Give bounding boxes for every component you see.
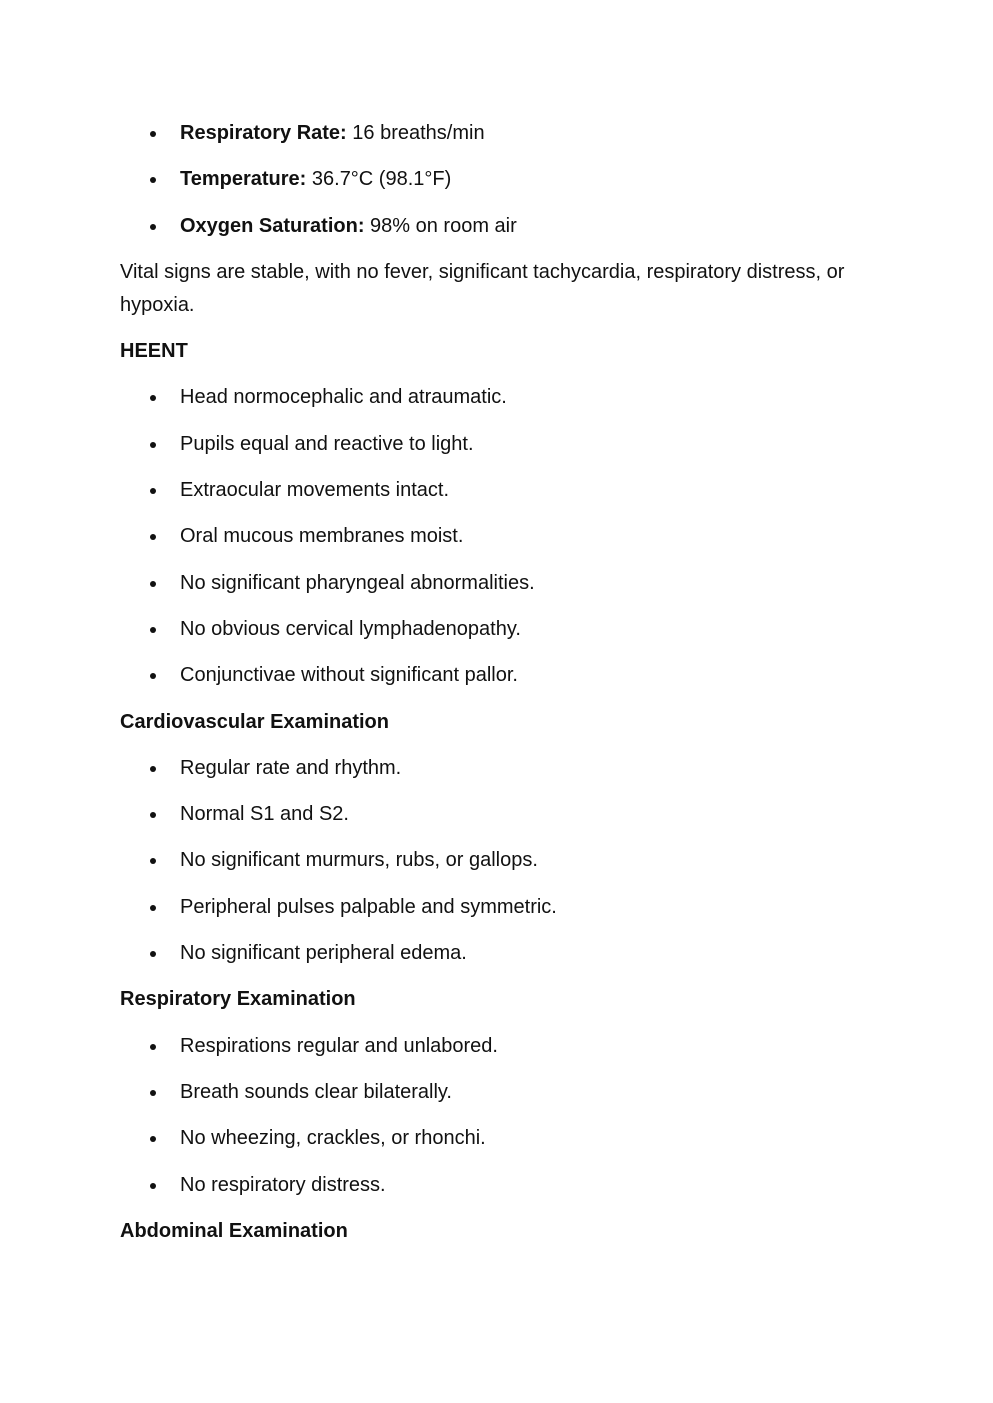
list-item xyxy=(120,798,880,831)
bullet-icon xyxy=(150,177,156,183)
list-item xyxy=(120,752,880,785)
vitals-list xyxy=(120,117,880,243)
list-item-text: No obvious cervical lymphadenopathy. xyxy=(180,617,521,640)
respiratory-list xyxy=(120,1030,880,1202)
bullet-icon xyxy=(150,442,156,448)
cardiovascular-list xyxy=(120,752,880,970)
list-item-oxygen-saturation xyxy=(120,210,880,243)
bullet-icon xyxy=(150,534,156,540)
vitals-summary: Vital signs are stable, with no fever, significant tachycardia, respiratory distress, or hypoxia. xyxy=(120,260,845,316)
list-item-text: Regular rate and rhythm. xyxy=(180,756,402,779)
list-item-text: Conjunctivae without significant pallor. xyxy=(180,664,518,687)
list-item-text: No wheezing, crackles, or rhonchi. xyxy=(180,1127,486,1150)
list-item xyxy=(120,1169,880,1202)
list-item xyxy=(120,1076,880,1109)
vital-value: 36.7°C (98.1°F) xyxy=(306,168,452,191)
list-item-respiratory-rate xyxy=(120,117,880,150)
list-item xyxy=(120,1030,880,1063)
vital-label: Respiratory Rate: xyxy=(180,122,347,144)
bullet-icon xyxy=(150,1136,156,1142)
list-item xyxy=(120,613,880,646)
list-item-text: Extraocular movements intact. xyxy=(180,479,449,502)
list-item xyxy=(120,891,880,924)
list-item-text: Oral mucous membranes moist. xyxy=(180,525,464,548)
list-item-text: No significant peripheral edema. xyxy=(180,942,467,965)
document-page xyxy=(120,117,880,1261)
bullet-icon xyxy=(150,581,156,587)
list-item-text: Head normocephalic and atraumatic. xyxy=(180,386,507,409)
bullet-icon xyxy=(150,1090,156,1096)
section-heading-cardiovascular: Cardiovascular Examination xyxy=(120,710,389,733)
list-item-text: Breath sounds clear bilaterally. xyxy=(180,1080,452,1103)
heent-list xyxy=(120,381,880,692)
list-item-text: No significant pharyngeal abnormalities. xyxy=(180,571,535,594)
bullet-icon xyxy=(150,488,156,494)
bullet-icon xyxy=(150,905,156,911)
bullet-icon xyxy=(150,627,156,633)
bullet-icon xyxy=(150,858,156,864)
bullet-icon xyxy=(150,812,156,818)
vital-value: 98% on room air xyxy=(364,214,517,237)
list-item xyxy=(120,1122,880,1155)
bullet-icon xyxy=(150,395,156,401)
list-item-text: Peripheral pulses palpable and symmetric. xyxy=(180,895,557,918)
vital-label: Oxygen Saturation: xyxy=(180,214,365,237)
list-item xyxy=(120,520,880,553)
list-item-text: Pupils equal and reactive to light. xyxy=(180,432,474,455)
bullet-icon xyxy=(150,224,156,230)
bullet-icon xyxy=(150,131,156,137)
bullet-icon xyxy=(150,766,156,772)
list-item-text: Respirations regular and unlabored. xyxy=(180,1034,498,1057)
bullet-icon xyxy=(150,951,156,957)
list-item xyxy=(120,567,880,600)
section-heading-abdominal: Abdominal Examination xyxy=(120,1219,348,1242)
list-item-text: No respiratory distress. xyxy=(180,1173,386,1196)
vital-value: 16 breaths/min xyxy=(346,122,485,144)
section-heading-respiratory: Respiratory Examination xyxy=(120,988,356,1011)
list-item-text: Normal S1 and S2. xyxy=(180,803,349,826)
list-item xyxy=(120,937,880,970)
list-item xyxy=(120,844,880,877)
list-item xyxy=(120,381,880,414)
bullet-icon xyxy=(150,673,156,679)
bullet-icon xyxy=(150,1183,156,1189)
list-item xyxy=(120,659,880,692)
vital-label: Temperature: xyxy=(180,168,307,191)
section-heading-heent: HEENT xyxy=(120,340,188,363)
list-item-text: No significant murmurs, rubs, or gallops. xyxy=(180,849,538,872)
list-item-temperature xyxy=(120,163,880,196)
bullet-icon xyxy=(150,1044,156,1050)
list-item xyxy=(120,474,880,507)
list-item xyxy=(120,428,880,461)
